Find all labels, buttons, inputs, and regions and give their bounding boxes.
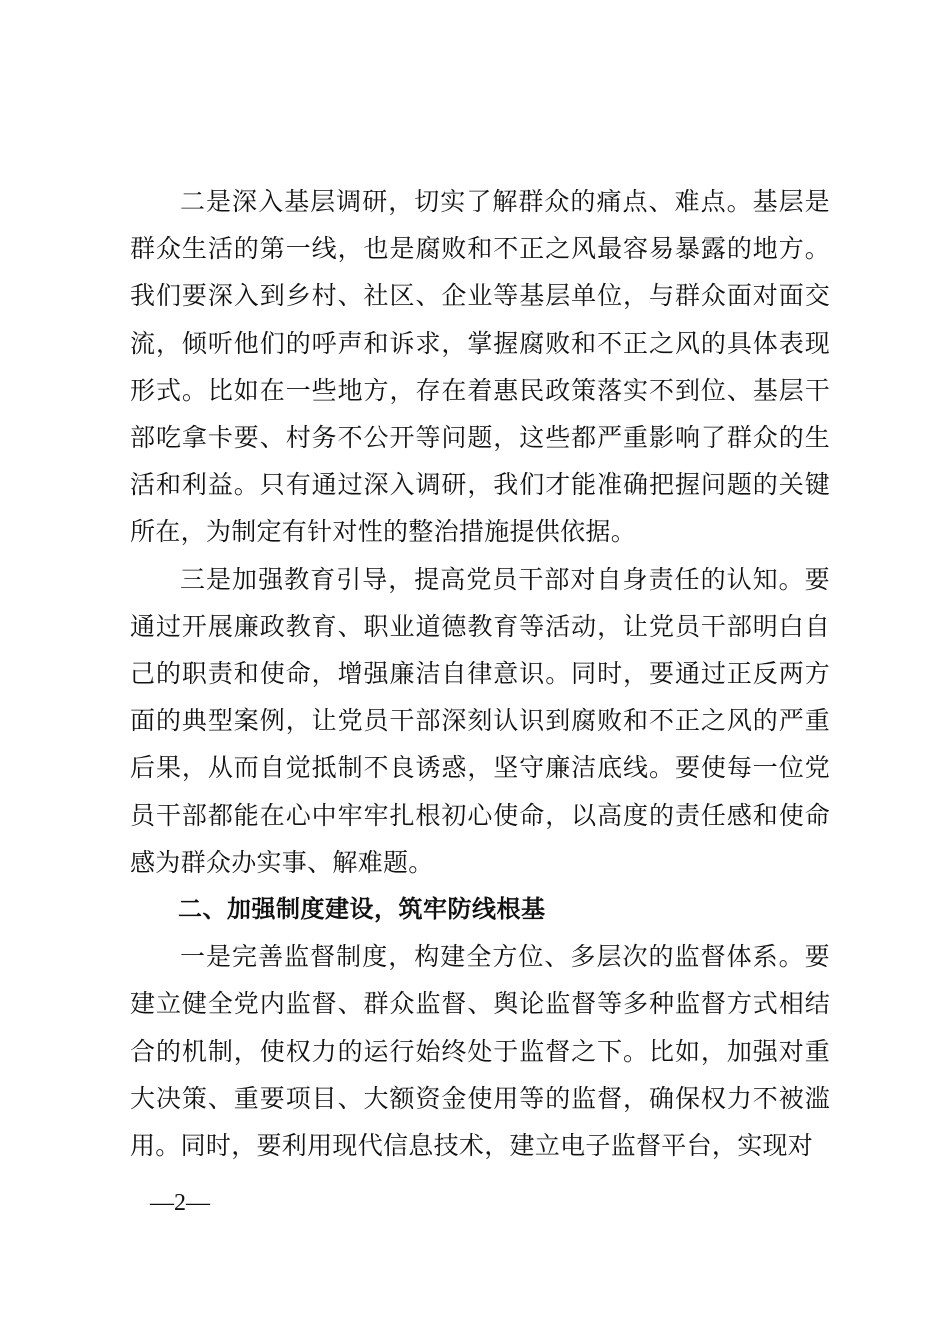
paragraph-investigation: 二是深入基层调研，切实了解群众的痛点、难点。基层是群众生活的第一线，也是腐败和不正之风最容易暴露的地方。我们要深入到乡村、社区、企业等基层单位，与群众面对面交流，倾听他们的呼声和诉求，掌握腐败和不正之风的具体表现形式。比如在一些地方，存在着惠民政策落实不到位、基层干部吃拿卡要、村务不公开等问题，这些都严重影响了群众的生活和利益。只有通过深入调研，我们才能准确把握问题的关键所在，为制定有针对性的整治措施提供依据。 — [130, 187, 830, 547]
document-body — [130, 178, 830, 1169]
paragraph-education: 三是加强教育引导，提高党员干部对自身责任的认知。要通过开展廉政教育、职业道德教育等活动，让党员干部明白自己的职责和使命，增强廉洁自律意识。同时，要通过正反两方面的典型案例，让党员干部深刻认识到腐败和不正之风的严重后果，从而自觉抵制不良诱惑，坚守廉洁底线。要使每一位党员干部都能在心中牢牢扎根初心使命，以高度的责任感和使命感为群众办实事、解难题。 — [130, 564, 830, 877]
paragraph-supervision: 一是完善监督制度，构建全方位、多层次的监督体系。要建立健全党内监督、群众监督、舆论监督等多种监督方式相结合的机制，使权力的运行始终处于监督之下。比如，加强对重大决策、重要项目、大额资金使用等的监督，确保权力不被滥用。同时，要利用现代信息技术，建立电子监督平台，实现对 — [130, 942, 830, 1161]
section-heading: 二、加强制度建设，筑牢防线根基 — [178, 895, 546, 924]
page-number: —2— — [150, 1190, 210, 1216]
